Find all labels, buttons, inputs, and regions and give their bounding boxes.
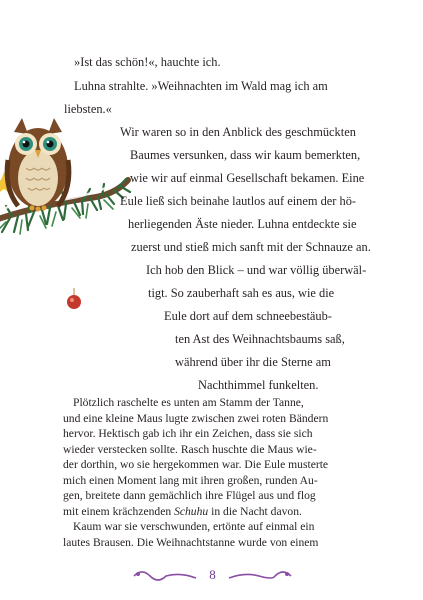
text-line-22: gen, breitete dann gemächlich ihre Flügel aus und flog xyxy=(63,489,316,502)
text-line-16: Plötzlich raschelte es unten am Stamm der Tanne, xyxy=(73,396,304,409)
text-line-9: zuerst und stieß mich sanft mit der Schnauze an. xyxy=(131,240,371,254)
text-line-5: Baumes versunken, dass wir kaum bemerkten, xyxy=(130,148,361,162)
text-line-4: Wir waren so in den Anblick des geschmückten xyxy=(120,125,356,139)
page-footer xyxy=(130,560,295,590)
text-line-14: während über ihr die Sterne am xyxy=(175,355,331,369)
text-line-19: wieder verstecken sollte. Rasch huschte die Maus wie- xyxy=(63,442,317,456)
text-line-24: Kaum war sie verschwunden, ertönte auf einmal ein xyxy=(73,520,315,533)
text-span: in die Nacht davon. xyxy=(208,504,302,518)
text-line-20: der dorthin, wo sie hergekommen war. Die Eule musterte xyxy=(63,458,329,471)
text-line-23 xyxy=(63,505,302,519)
owl xyxy=(7,118,69,212)
owl-illustration xyxy=(0,110,140,330)
text-line-2: Luhna strahlte. »Weihnachten im Wald mag ich am xyxy=(74,79,328,93)
italic-word: Schuhu xyxy=(174,504,209,518)
text-line-17: und eine kleine Maus lugte zwischen zwei roten Bändern xyxy=(63,411,329,425)
text-line-25: lautes Brausen. Die Weihnachtstanne wurde von einem xyxy=(63,535,319,549)
ornament-ball xyxy=(67,295,81,309)
text-line-10: Ich hob den Blick – und war völlig überwäl- xyxy=(146,263,367,277)
text-line-7: Eule ließ sich beinahe lautlos auf einem der hö- xyxy=(120,194,357,208)
text-line-18: hervor. Hektisch gab ich ihr ein Zeichen, dass sie sich xyxy=(63,427,313,440)
text-line-8: herliegenden Äste nieder. Luhna entdeckte sie xyxy=(128,217,357,231)
text-line-11: tigt. So zauberhaft sah es aus, wie die xyxy=(148,286,335,300)
text-line-13: ten Ast des Weihnachtsbaums saß, xyxy=(175,332,345,346)
text-line-15: Nachthimmel funkelten. xyxy=(198,378,319,392)
text-line-1: »Ist das schön!«, hauchte ich. xyxy=(74,55,221,69)
text-line-6: wie wir auf einmal Gesellschaft bekamen. Eine xyxy=(130,171,365,185)
text-span: mit einem krächzenden xyxy=(63,504,175,518)
text-line-21: mich einen Moment lang mit ihren großen, runden Au- xyxy=(63,473,318,487)
text-line-12: Eule dort auf dem schneebestäub- xyxy=(164,309,332,323)
text-line-3: liebsten.« xyxy=(64,102,112,116)
page-number: 8 xyxy=(209,567,216,582)
